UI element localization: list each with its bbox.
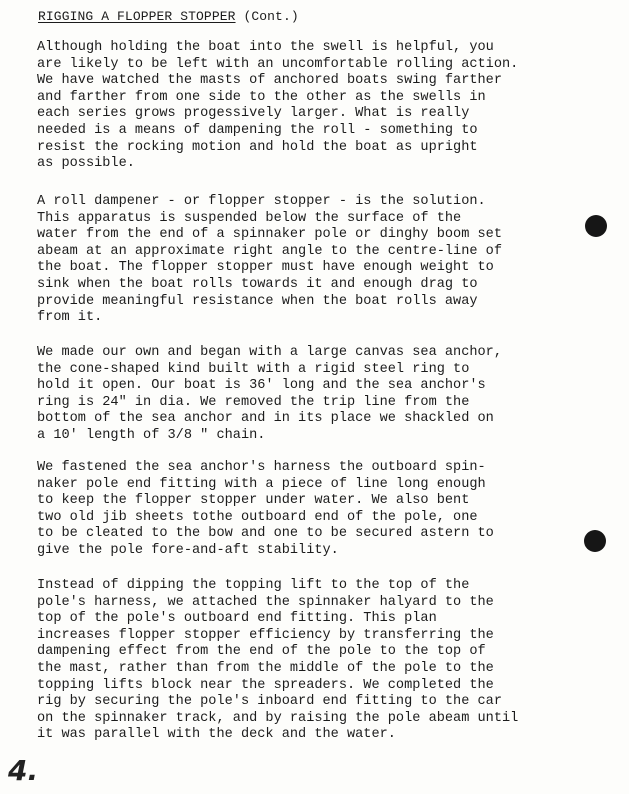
text-line: give the pole fore-and-aft stability. [37,542,339,558]
text-line: it was parallel with the deck and the water. [37,727,396,743]
text-line: on the spinnaker track, and by raising the pole abeam until [37,710,519,726]
text-line: This apparatus is suspended below the surface of the [37,210,462,226]
text-line: are likely to be left with an uncomfortable rolling action. [37,56,519,72]
heading-suffix: (Cont.) [243,9,299,24]
text-line: Although holding the boat into the swell is helpful, you [37,40,494,55]
text-line: to keep the flopper stopper under water. We also bent [37,493,470,509]
paragraph-1 [37,40,619,173]
paragraph-5 [37,578,619,744]
text-line: sink when the boat rolls towards it and enough drag to [37,276,478,292]
text-line: Instead of dipping the topping lift to the top of the [37,578,470,593]
text-line: and farther from one side to the other as the swells in [37,89,486,105]
paragraph-2 [37,194,619,327]
text-line: topping lifts block near the spreaders. We completed the [37,677,494,693]
text-line: two old jib sheets tothe outboard end of the pole, one [37,509,478,525]
text-line: naker pole end fitting with a piece of line long enough [37,476,486,492]
text-line: the boat. The flopper stopper must have enough weight to [37,260,494,276]
text-line: to be cleated to the bow and one to be secured astern to [37,526,494,542]
text-line: hold it open. Our boat is 36' long and the sea anchor's [37,378,486,394]
text-line: resist the rocking motion and hold the boat as upright [37,139,478,155]
punch-hole [584,530,606,552]
text-line: rig by securing the pole's inboard end fitting to the car [37,694,502,710]
text-line: bottom of the sea anchor and in its place we shackled on [37,411,494,427]
text-line: dampening effect from the end of the pole to the top of [37,644,486,660]
text-line: We made our own and began with a large canvas sea anchor, [37,345,502,360]
text-line: water from the end of a spinnaker pole or dinghy boom set [37,227,502,243]
text-line: the cone-shaped kind built with a rigid steel ring to [37,361,470,377]
text-line: ring is 24" in dia. We removed the trip line from the [37,394,470,410]
paragraph-4 [37,460,619,560]
text-line: We fastened the sea anchor's harness the outboard spin- [37,460,486,475]
text-line: needed is a means of dampening the roll - something to [37,122,478,138]
text-line: the mast, rather than from the middle of the pole to the [37,660,494,676]
page-number: 4. [8,754,39,787]
text-line: A roll dampener - or flopper stopper - is the solution. [37,194,486,209]
page-heading [38,8,299,26]
text-line: as possible. [37,156,135,172]
punch-hole [585,215,607,237]
text-line: from it. [37,310,103,326]
text-line: provide meaningful resistance when the boat rolls away [37,293,478,309]
text-line: pole's harness, we attached the spinnaker halyard to the [37,594,494,610]
text-line: a 10' length of 3/8 " chain. [37,427,266,443]
heading-title: RIGGING A FLOPPER STOPPER [38,9,236,24]
paragraph-3 [37,345,619,445]
text-line: each series grows progessively larger. What is really [37,106,470,122]
text-line: abeam at an approximate right angle to the centre-line of [37,243,502,259]
text-line: We have watched the masts of anchored boats swing farther [37,73,502,89]
text-line: top of the pole's outboard end fitting. This plan [37,611,437,627]
text-line: increases flopper stopper efficiency by transferring the [37,627,494,643]
